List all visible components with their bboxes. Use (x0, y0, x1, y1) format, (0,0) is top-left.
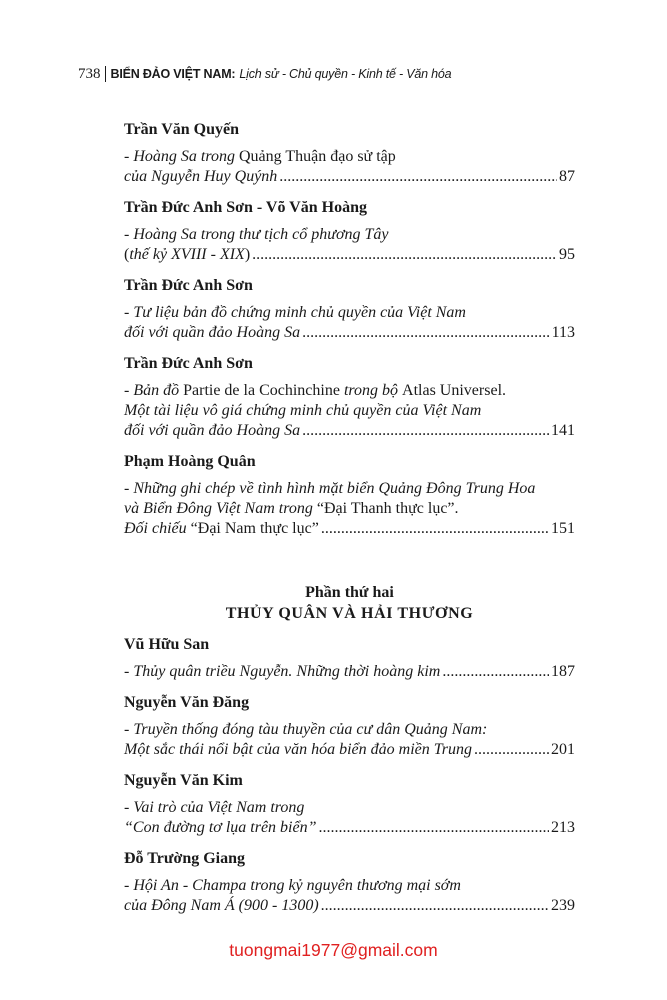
part1-entries (124, 120, 575, 539)
table-of-contents (124, 120, 575, 927)
toc-author: Nguyễn Văn Kim (124, 772, 243, 789)
entry-line (124, 720, 575, 740)
toc-page-number: 95 (559, 246, 575, 263)
toc-page-number: 141 (551, 422, 575, 439)
page-number: 738 (78, 66, 106, 82)
toc-entry (124, 479, 575, 539)
entry-text: Một sắc thái nổi bật của văn hóa biển đảo miền Trung (124, 741, 472, 758)
entry-line (124, 740, 575, 760)
entry-text: - Truyền thống đóng tàu thuyền của cư dân Quảng Nam: (124, 721, 488, 738)
entry-line (124, 401, 575, 421)
dot-leader (321, 519, 549, 539)
entry-text: đối với quần đảo Hoàng Sa (124, 324, 301, 341)
part-label: Phần thứ hai (305, 584, 394, 601)
entry-text: “Con đường tơ lụa trên biển” (124, 819, 317, 836)
entry-text: của Đông Nam Á (900 - 1300) (124, 897, 319, 914)
toc-page-number: 239 (551, 897, 575, 914)
entry-line (124, 798, 575, 818)
toc-page-number: 87 (559, 168, 575, 185)
entry-line (124, 479, 575, 499)
running-header (78, 66, 598, 82)
toc-author: Vũ Hữu San (124, 636, 210, 653)
dot-leader (442, 662, 549, 682)
dot-leader (474, 740, 549, 760)
entry-line (124, 245, 575, 265)
entry-line (124, 421, 575, 441)
entry-text: thế kỷ XVIII - XIX (129, 246, 245, 263)
toc-author: Đỗ Trường Giang (124, 850, 245, 867)
entry-text: của Nguyễn Huy Quýnh (124, 168, 278, 185)
entry-text: Quảng Thuận đạo sử tập (238, 148, 396, 165)
part-title: THỦY QUÂN VÀ HẢI THƯƠNG (225, 605, 474, 622)
book-subtitle: Lịch sử - Chủ quyền - Kinh tế - Văn hóa (239, 67, 452, 81)
part2-entries (124, 635, 575, 916)
dot-leader (302, 323, 550, 343)
toc-author: Trần Đức Anh Sơn (124, 277, 253, 294)
entry-line (124, 896, 575, 916)
toc-entry (124, 876, 575, 916)
dot-leader (252, 245, 557, 265)
entry-text: “Đại Thanh thực lục”. (316, 500, 459, 517)
entry-text: - Bản đồ (124, 382, 184, 399)
book-title: BIỂN ĐẢO VIỆT NAM: (110, 67, 236, 81)
entry-line (124, 147, 575, 167)
toc-entry (124, 147, 575, 187)
entry-text: “Đại Nam thực lục” (190, 520, 319, 537)
entry-line (124, 381, 575, 401)
toc-page-number: 201 (551, 741, 575, 758)
toc-author: Trần Văn Quyến (124, 121, 239, 138)
toc-page-number: 151 (551, 520, 575, 537)
toc-author: Nguyễn Văn Đăng (124, 694, 250, 711)
part-heading (124, 583, 575, 625)
entry-line (124, 876, 575, 896)
entry-text: - Hoàng Sa trong (124, 148, 239, 165)
entry-line (124, 818, 575, 838)
toc-author: Phạm Hoàng Quân (124, 453, 256, 470)
entry-line (124, 167, 575, 187)
entry-text: - Hoàng Sa trong thư tịch cổ phương Tây (124, 226, 389, 243)
entry-text: Đối chiếu (124, 520, 191, 537)
toc-entry (124, 662, 575, 682)
toc-author: Trần Đức Anh Sơn - Võ Văn Hoàng (124, 199, 367, 216)
toc-page-number: 187 (551, 663, 575, 680)
toc-page-number: 113 (551, 324, 575, 341)
entry-text: - Những ghi chép về tình hình mặt biển Quảng Đông Trung Hoa (124, 480, 536, 497)
entry-text: Partie de la Cochinchine (183, 382, 344, 399)
footer-email: tuongmai1977@gmail.com (229, 940, 438, 960)
dot-leader (302, 421, 549, 441)
toc-entry (124, 225, 575, 265)
entry-line (124, 662, 575, 682)
entry-text: Một tài liệu vô giá chứng minh chủ quyền của Việt Nam (124, 402, 482, 419)
entry-text: - Thủy quân triều Nguyễn. Những thời hoàng kim (124, 663, 441, 680)
entry-line (124, 303, 575, 323)
entry-line (124, 499, 575, 519)
dot-leader (321, 896, 549, 916)
toc-entry (124, 720, 575, 760)
entry-text: trong bộ (343, 382, 403, 399)
entry-text: Atlas Universel. (402, 382, 507, 399)
entry-text: - Tư liệu bản đồ chứng minh chủ quyền của Việt Nam (124, 304, 466, 321)
entry-text: ) (244, 246, 251, 263)
dot-leader (279, 167, 557, 187)
toc-entry (124, 303, 575, 343)
entry-text: và Biển Đông Việt Nam trong (124, 500, 317, 517)
toc-page-number: 213 (551, 819, 575, 836)
entry-text: - Vai trò của Việt Nam trong (124, 799, 305, 816)
entry-text: ( (124, 246, 130, 263)
dot-leader (318, 818, 549, 838)
entry-text: - Hội An - Champa trong kỷ nguyên thương mại sớm (124, 877, 461, 894)
toc-entry (124, 798, 575, 838)
entry-line (124, 225, 575, 245)
entry-text: đối với quần đảo Hoàng Sa (124, 422, 301, 439)
entry-line (124, 519, 575, 539)
toc-author: Trần Đức Anh Sơn (124, 355, 253, 372)
toc-entry (124, 381, 575, 441)
entry-line (124, 323, 575, 343)
